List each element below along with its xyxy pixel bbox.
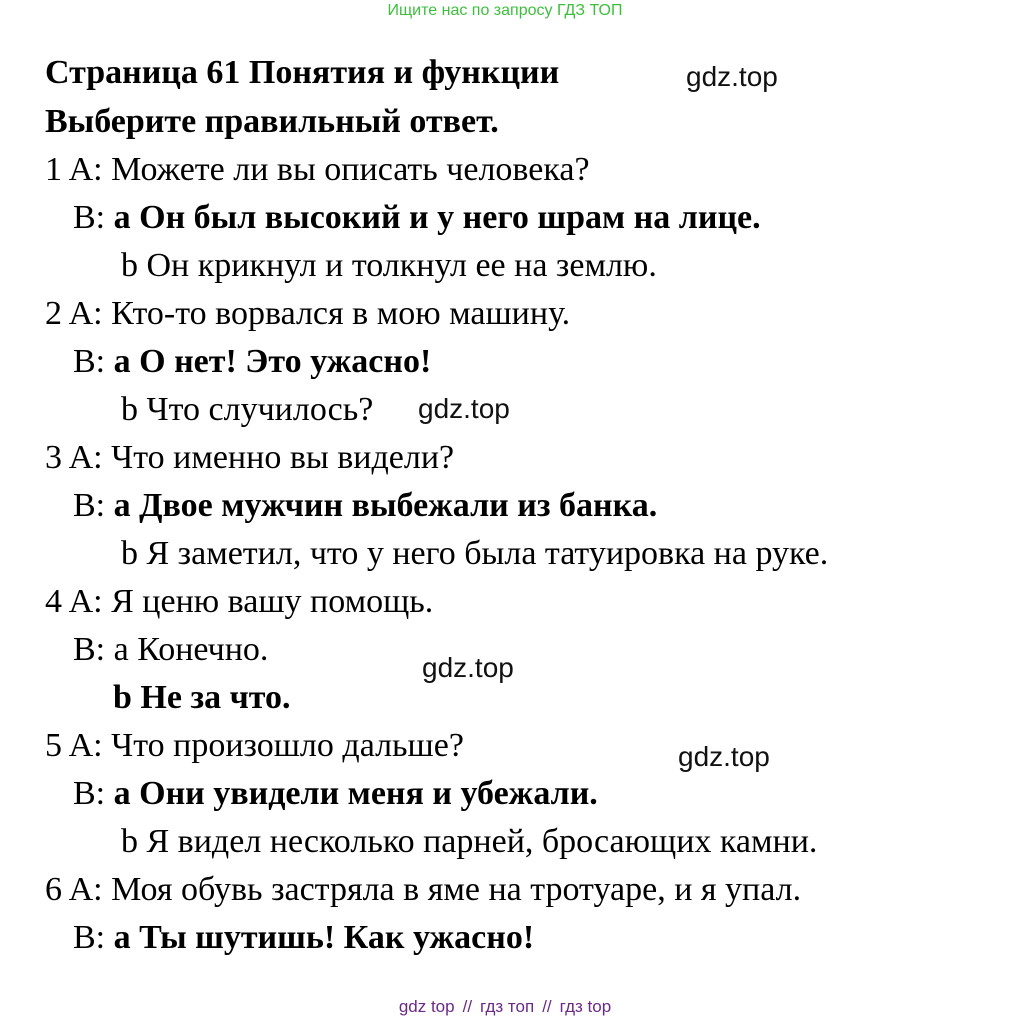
option-b-1: b Он крикнул и толкнул ее на землю. bbox=[121, 247, 657, 284]
answer-prefix: B: bbox=[73, 487, 114, 524]
question-3: 3 A: Что именно вы видели? bbox=[45, 439, 455, 476]
answer-prefix: B: bbox=[73, 775, 114, 812]
answer-prefix: B: bbox=[73, 631, 114, 668]
option-a-5: a Они увидели меня и убежали. bbox=[113, 775, 598, 812]
option-a-2: a О нет! Это ужасно! bbox=[113, 343, 432, 380]
footer-links bbox=[0, 997, 1010, 1017]
question-1: 1 A: Можете ли вы описать человека? bbox=[45, 151, 590, 188]
option-a-4: a Конечно. bbox=[113, 631, 269, 668]
question-6: 6 A: Моя обувь застряла в яме на тротуаре, и я упал. bbox=[45, 871, 802, 908]
option-b-4: b Не за что. bbox=[113, 679, 291, 716]
watermark-1: gdz.top bbox=[686, 61, 778, 92]
option-a-6: a Ты шутишь! Как ужасно! bbox=[113, 919, 535, 956]
question-5: 5 A: Что произошло дальше? bbox=[45, 727, 464, 764]
watermark-2: gdz.top bbox=[418, 393, 510, 424]
answer-row-5 bbox=[73, 774, 598, 814]
footer-link-gdz-top-ru[interactable]: гдз топ bbox=[480, 997, 535, 1016]
answer-row-4 bbox=[73, 630, 268, 670]
footer-link-gdz-top-mixed[interactable]: гдз top bbox=[559, 997, 612, 1016]
option-b-5: b Я видел несколько парней, бросающих камни. bbox=[121, 823, 818, 860]
answer-row-1 bbox=[73, 198, 761, 238]
watermark-4: gdz.top bbox=[678, 741, 770, 772]
answer-prefix: B: bbox=[73, 199, 114, 236]
page-title: Страница 61 Понятия и функции bbox=[45, 54, 560, 91]
answer-row-2 bbox=[73, 342, 431, 382]
footer-separator: // bbox=[542, 997, 552, 1016]
watermark-3: gdz.top bbox=[422, 652, 514, 683]
answer-row-6 bbox=[73, 918, 534, 958]
question-2: 2 A: Кто-то ворвался в мою машину. bbox=[45, 295, 571, 332]
question-4: 4 A: Я ценю вашу помощь. bbox=[45, 583, 434, 620]
option-b-2: b Что случилось? bbox=[121, 391, 374, 428]
option-a-1: a Он был высокий и у него шрам на лице. bbox=[113, 199, 761, 236]
option-a-3: a Двое мужчин выбежали из банка. bbox=[113, 487, 658, 524]
footer-separator: // bbox=[462, 997, 473, 1016]
option-b-3: b Я заметил, что у него была татуировка на руке. bbox=[121, 535, 829, 572]
answer-prefix: B: bbox=[73, 919, 114, 956]
instruction: Выберите правильный ответ. bbox=[45, 103, 499, 140]
answer-row-3 bbox=[73, 486, 657, 526]
search-banner[interactable]: Ищите нас по запросу ГДЗ ТОП bbox=[387, 2, 623, 19]
footer-link-gdz-top[interactable]: gdz top bbox=[398, 997, 455, 1016]
answer-prefix: B: bbox=[73, 343, 114, 380]
